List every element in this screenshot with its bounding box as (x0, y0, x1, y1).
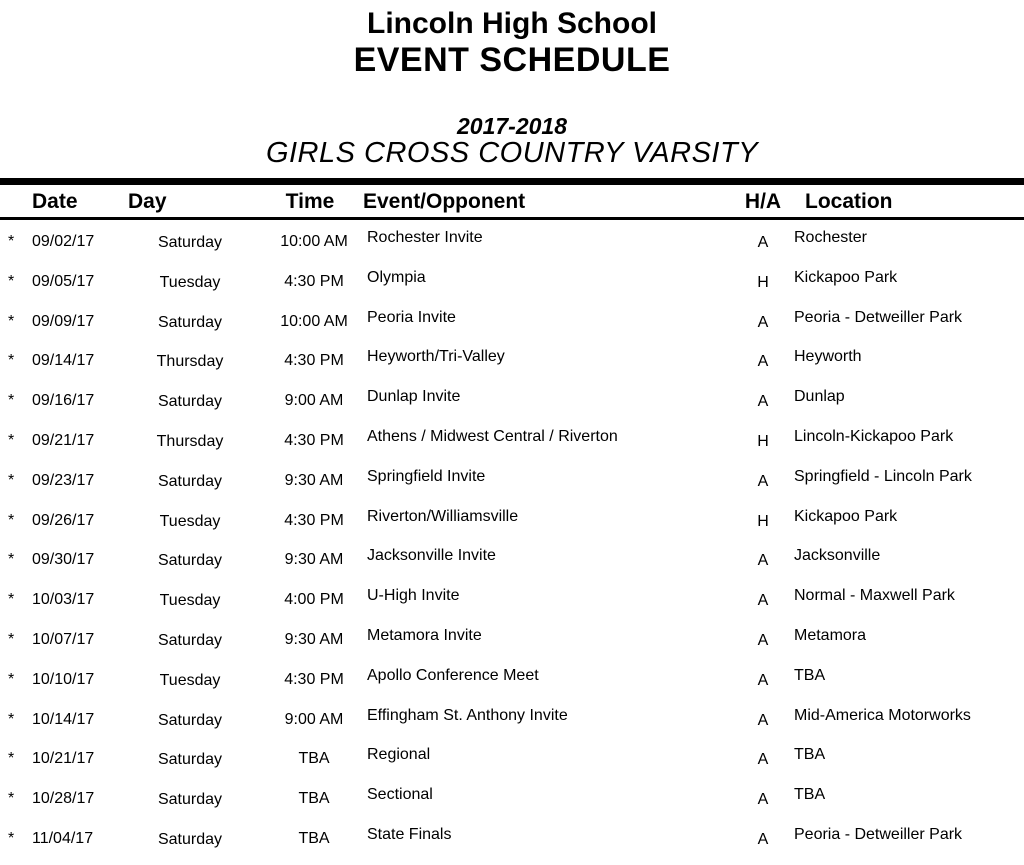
location-cell: Lincoln-Kickapoo Park (794, 427, 954, 445)
location-cell: Dunlap (794, 388, 845, 406)
date-cell: 09/26/17 (32, 511, 95, 529)
time-cell: 10:00 AM (280, 312, 348, 330)
home-away-cell: A (757, 711, 769, 729)
school-name: Lincoln High School (367, 7, 657, 40)
column-header-location: Location (805, 190, 893, 213)
table-row (0, 379, 1024, 419)
time-cell: 4:00 PM (284, 591, 344, 609)
column-header-date: Date (32, 190, 78, 213)
table-header-row (0, 185, 1024, 217)
date-cell: 09/02/17 (32, 232, 95, 250)
asterisk-marker: * (8, 551, 15, 569)
home-away-cell: A (757, 353, 769, 371)
time-cell: 9:30 AM (284, 551, 344, 569)
day-cell: Tuesday (159, 273, 221, 291)
location-cell: Kickapoo Park (794, 507, 898, 525)
table-row (0, 419, 1024, 459)
table-row (0, 618, 1024, 658)
asterisk-marker: * (8, 431, 15, 449)
event-opponent-cell: Olympia (367, 268, 426, 286)
column-header-time: Time (285, 190, 335, 213)
day-cell: Saturday (157, 552, 223, 570)
time-cell: 4:30 PM (284, 670, 344, 688)
home-away-cell: A (757, 751, 769, 769)
time-cell: TBA (298, 750, 330, 768)
event-opponent-cell: Effingham St. Anthony Invite (367, 706, 568, 724)
date-cell: 09/21/17 (32, 431, 95, 449)
asterisk-marker: * (8, 670, 15, 688)
day-cell: Saturday (157, 791, 223, 809)
asterisk-marker: * (8, 312, 15, 330)
schedule-rows (0, 220, 1024, 857)
location-cell: Heyworth (794, 348, 862, 366)
event-opponent-cell: Peoria Invite (367, 308, 456, 326)
event-opponent-cell: Regional (367, 746, 431, 764)
event-schedule-document (0, 8, 1024, 865)
document-title: EVENT SCHEDULE (353, 41, 671, 79)
event-opponent-cell: Metamora Invite (367, 627, 482, 645)
date-cell: 09/05/17 (32, 272, 95, 290)
table-row (0, 698, 1024, 738)
time-cell: 4:30 PM (284, 352, 344, 370)
table-row (0, 578, 1024, 618)
home-away-cell: H (757, 432, 769, 450)
table-row (0, 220, 1024, 260)
date-cell: 10/07/17 (32, 631, 95, 649)
time-cell: TBA (298, 830, 330, 848)
event-opponent-cell: Dunlap Invite (367, 388, 461, 406)
event-opponent-cell: Springfield Invite (367, 467, 486, 485)
event-opponent-cell: Apollo Conference Meet (367, 666, 539, 684)
location-cell: Kickapoo Park (794, 268, 898, 286)
day-cell: Thursday (156, 432, 224, 450)
asterisk-marker: * (8, 232, 15, 250)
time-cell: 10:00 AM (280, 232, 348, 250)
home-away-cell: A (757, 831, 769, 849)
location-cell: Rochester (794, 228, 867, 246)
team-title: GIRLS CROSS COUNTRY VARSITY (265, 137, 759, 169)
asterisk-marker: * (8, 750, 15, 768)
time-cell: 9:00 AM (284, 710, 344, 728)
day-cell: Saturday (157, 313, 223, 331)
location-cell: TBA (794, 746, 826, 764)
day-cell: Thursday (156, 353, 224, 371)
time-cell: 9:30 AM (284, 471, 344, 489)
date-cell: 10/03/17 (32, 591, 95, 609)
day-cell: Saturday (157, 751, 223, 769)
day-cell: Saturday (157, 711, 223, 729)
home-away-cell: H (757, 512, 769, 530)
home-away-cell: A (757, 233, 769, 251)
document-header (0, 8, 1024, 168)
table-row (0, 817, 1024, 857)
event-opponent-cell: Heyworth/Tri-Valley (367, 348, 505, 366)
home-away-cell: A (757, 393, 769, 411)
location-cell: Peoria - Detweiller Park (794, 308, 963, 326)
table-row (0, 777, 1024, 817)
event-opponent-cell: Rochester Invite (367, 228, 483, 246)
asterisk-marker: * (8, 710, 15, 728)
time-cell: 9:00 AM (284, 392, 344, 410)
day-cell: Tuesday (159, 592, 221, 610)
date-cell: 10/21/17 (32, 750, 95, 768)
table-row (0, 339, 1024, 379)
date-cell: 09/09/17 (32, 312, 95, 330)
home-away-cell: A (757, 632, 769, 650)
asterisk-marker: * (8, 511, 15, 529)
asterisk-marker: * (8, 392, 15, 410)
asterisk-marker: * (8, 272, 15, 290)
event-opponent-cell: Riverton/Williamsville (367, 507, 519, 525)
asterisk-marker: * (8, 830, 15, 848)
table-row (0, 300, 1024, 340)
day-cell: Saturday (157, 233, 223, 251)
location-cell: Peoria - Detweiller Park (794, 826, 963, 844)
day-cell: Tuesday (159, 671, 221, 689)
asterisk-marker: * (8, 631, 15, 649)
location-cell: Metamora (794, 627, 867, 645)
date-cell: 10/28/17 (32, 790, 95, 808)
location-cell: Mid-America Motorworks (794, 706, 971, 724)
day-cell: Saturday (157, 632, 223, 650)
home-away-cell: A (757, 671, 769, 689)
date-cell: 09/14/17 (32, 352, 95, 370)
column-header-day: Day (128, 190, 167, 213)
table-row (0, 499, 1024, 539)
table-row (0, 658, 1024, 698)
asterisk-marker: * (8, 790, 15, 808)
location-cell: TBA (794, 786, 826, 804)
column-header-home-away: H/A (744, 190, 782, 213)
table-row (0, 260, 1024, 300)
event-opponent-cell: State Finals (367, 826, 452, 844)
time-cell: 4:30 PM (284, 431, 344, 449)
date-cell: 09/30/17 (32, 551, 95, 569)
home-away-cell: A (757, 552, 769, 570)
day-cell: Tuesday (159, 512, 221, 530)
table-row (0, 539, 1024, 579)
asterisk-marker: * (8, 352, 15, 370)
date-cell: 10/14/17 (32, 710, 95, 728)
column-header-event-opponent: Event/Opponent (363, 190, 526, 213)
home-away-cell: A (757, 313, 769, 331)
table-row (0, 459, 1024, 499)
location-cell: Normal - Maxwell Park (794, 587, 955, 605)
date-cell: 09/16/17 (32, 392, 95, 410)
location-cell: Springfield - Lincoln Park (794, 467, 972, 485)
asterisk-marker: * (8, 591, 15, 609)
location-cell: TBA (794, 666, 826, 684)
time-cell: 4:30 PM (284, 272, 344, 290)
event-opponent-cell: Athens / Midwest Central / Riverton (367, 427, 618, 445)
table-row (0, 738, 1024, 778)
season-label: 2017-2018 (457, 113, 567, 139)
day-cell: Saturday (157, 393, 223, 411)
time-cell: 9:30 AM (284, 631, 344, 649)
home-away-cell: A (757, 592, 769, 610)
date-cell: 11/04/17 (32, 830, 94, 848)
date-cell: 10/10/17 (32, 670, 95, 688)
time-cell: TBA (298, 790, 330, 808)
event-opponent-cell: Jacksonville Invite (367, 547, 496, 565)
home-away-cell: H (757, 273, 769, 291)
day-cell: Saturday (157, 472, 223, 490)
event-opponent-cell: Sectional (367, 786, 433, 804)
date-cell: 09/23/17 (32, 471, 95, 489)
time-cell: 4:30 PM (284, 511, 344, 529)
home-away-cell: A (757, 472, 769, 490)
divider-thick (0, 178, 1024, 185)
event-opponent-cell: U-High Invite (367, 587, 460, 605)
asterisk-marker: * (8, 471, 15, 489)
home-away-cell: A (757, 791, 769, 809)
day-cell: Saturday (157, 831, 223, 849)
location-cell: Jacksonville (794, 547, 881, 565)
